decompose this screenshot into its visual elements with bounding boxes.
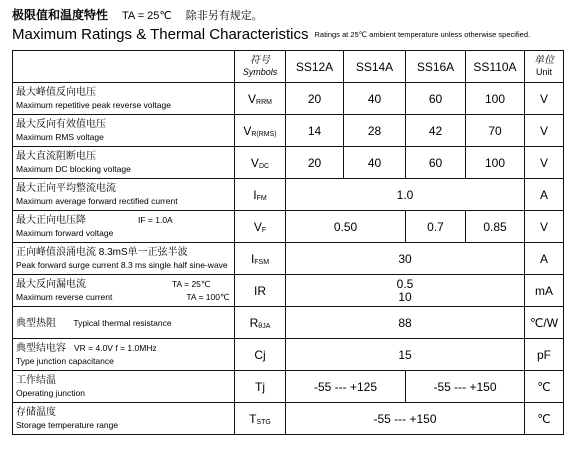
value-line-2: 10 (398, 289, 412, 304)
symbol-cell (235, 147, 286, 179)
unit-cell: V (525, 115, 564, 147)
param-zh: 最大峰值反向电压 (16, 86, 96, 98)
value-cell: 60 (406, 147, 466, 179)
param-en: Maximum repetitive peak reverse voltage (16, 99, 171, 110)
symbol-cell (235, 307, 286, 339)
value-cell: 40 (344, 147, 406, 179)
value-cell-merged: 0.50 (286, 211, 406, 243)
header-ta-condition: TA = 25℃ (122, 10, 172, 22)
param-condition: VR = 4.0V f = 1.0MHz (74, 342, 157, 353)
symbol-main: V (248, 91, 257, 106)
value-cell-merged: 30 (286, 243, 525, 275)
value-cell: 20 (286, 147, 344, 179)
param-cell (13, 403, 235, 435)
param-zh: 最大正向平均整流电流 (16, 182, 116, 194)
value-cell-merged: -55 --- +150 (406, 371, 525, 403)
table-row (13, 243, 564, 275)
param-zh: 典型热阻 (16, 317, 56, 329)
header-symbols (235, 51, 286, 83)
symbol-cell (235, 115, 286, 147)
symbol-cell: Tj (235, 371, 286, 403)
symbol-sub: STG (256, 418, 271, 426)
header-symbols-zh: 符号 (250, 55, 270, 66)
param-zh: 存储温度 (16, 406, 56, 418)
unit-cell: ℃ (525, 371, 564, 403)
symbol-cell: IR (235, 275, 286, 307)
param-en: Storage temperature range (16, 419, 119, 430)
param-zh-text: 最大正向电压降 (16, 214, 86, 226)
value-cell: 100 (466, 147, 525, 179)
title-en: Maximum Ratings & Thermal Characteristics (12, 26, 309, 43)
param-zh (16, 342, 234, 355)
symbol-sub: θJA (258, 322, 271, 330)
symbol-sub: RRM (256, 98, 272, 106)
symbol-main: R (249, 315, 259, 330)
table-row (13, 115, 564, 147)
table-row (13, 371, 564, 403)
value-line-1: 0.5 (396, 276, 414, 291)
value-cell: 100 (466, 83, 525, 115)
header-model-ss16a: SS16A (406, 51, 466, 83)
symbol-main: I (253, 187, 257, 202)
param-en: Maximum forward voltage (16, 227, 114, 238)
table-row (13, 179, 564, 211)
param-condition-2: TA = 100℃ (186, 291, 230, 302)
datasheet-header (12, 8, 560, 45)
unit-cell: A (525, 179, 564, 211)
table-row (13, 307, 564, 339)
value-cell: 40 (344, 83, 406, 115)
header-model-ss14a: SS14A (344, 51, 406, 83)
symbol-sub: DC (258, 162, 270, 170)
table-row (13, 403, 564, 435)
param-cell (13, 339, 235, 371)
symbol-sub: FM (256, 194, 267, 202)
value-cell-merged: 1.0 (286, 179, 525, 211)
symbol-sub: FSM (254, 258, 270, 266)
table-row (13, 83, 564, 115)
symbol-main: V (250, 155, 259, 170)
value-cell: 70 (466, 115, 525, 147)
param-en: Operating junction (16, 387, 85, 398)
param-en-text: Maximum reverse current (16, 291, 113, 302)
unit-cell: ℃ (525, 403, 564, 435)
param-en: Peak forward surge current 8.3 ms single half sine-wave (16, 259, 228, 270)
param-zh-text: 最大反向漏电流 (16, 278, 86, 290)
table-row (13, 147, 564, 179)
value-cell: 14 (286, 115, 344, 147)
param-cell (13, 307, 235, 339)
ratings-table (12, 50, 564, 435)
param-en: Maximum DC blocking voltage (16, 163, 131, 174)
param-cell (13, 83, 235, 115)
header-line-zh (12, 8, 560, 24)
symbol-sub: F (261, 226, 267, 234)
table-header-row (13, 51, 564, 83)
param-en: Maximum RMS voltage (16, 131, 104, 142)
param-zh: 正向峰值浪涌电流 8.3mS单一正弦半波 (16, 246, 188, 258)
value-cell: 0.7 (406, 211, 466, 243)
param-condition: IF = 1.0A (138, 214, 173, 225)
header-param-cell (13, 51, 235, 83)
unit-cell: ℃/W (525, 307, 564, 339)
header-unit (525, 51, 564, 83)
param-zh: 工作结温 (16, 374, 56, 386)
param-cell (13, 179, 235, 211)
symbol-main: T (249, 411, 257, 426)
value-cell-merged: -55 --- +150 (286, 403, 525, 435)
symbol-cell (235, 179, 286, 211)
table-row (13, 339, 564, 371)
param-en: Typical thermal resistance (73, 317, 172, 328)
header-note-zh: 除非另有规定。 (185, 10, 263, 22)
param-cell (13, 147, 235, 179)
value-cell: 20 (286, 83, 344, 115)
unit-cell: mA (525, 275, 564, 307)
param-zh (16, 214, 234, 227)
value-cell-merged: -55 --- +125 (286, 371, 406, 403)
value-cell-merged (286, 275, 525, 307)
header-line-en (12, 25, 560, 45)
param-zh: 最大直流阻断电压 (16, 150, 96, 162)
param-cell (13, 371, 235, 403)
param-en (16, 291, 234, 304)
unit-cell: pF (525, 339, 564, 371)
header-model-ss110a: SS110A (466, 51, 525, 83)
value-cell: 0.85 (466, 211, 525, 243)
symbol-main: I (250, 251, 255, 266)
value-cell: 28 (344, 115, 406, 147)
header-unit-zh: 单位 (534, 55, 554, 66)
table-row (13, 211, 564, 243)
param-cell (13, 275, 235, 307)
unit-cell: A (525, 243, 564, 275)
symbol-cell: Cj (235, 339, 286, 371)
table-row (13, 275, 564, 307)
param-cell (13, 243, 235, 275)
param-en: Maximum average forward rectified current (16, 195, 178, 206)
symbol-cell (235, 211, 286, 243)
unit-cell: V (525, 83, 564, 115)
param-cell (13, 115, 235, 147)
header-model-ss12a: SS12A (286, 51, 344, 83)
param-zh: 最大反向有效值电压 (16, 118, 106, 130)
symbol-cell (235, 403, 286, 435)
param-en: Type junction capacitance (16, 355, 114, 366)
param-zh-text: 典型结电容 (16, 342, 66, 354)
value-cell: 60 (406, 83, 466, 115)
param-cell (13, 211, 235, 243)
symbol-main: V (243, 123, 252, 138)
param-condition-1: TA = 25℃ (172, 278, 211, 289)
header-unit-en: Unit (535, 67, 552, 77)
title-zh: 极限值和温度特性 (12, 8, 109, 22)
unit-cell: V (525, 147, 564, 179)
symbol-sub: R(RMS) (251, 130, 277, 138)
value-cell-merged: 88 (286, 307, 525, 339)
param-zh (16, 278, 234, 291)
symbol-cell (235, 83, 286, 115)
value-cell: 42 (406, 115, 466, 147)
header-symbols-en: Symbols (242, 67, 278, 77)
symbol-main: V (253, 219, 262, 234)
symbol-cell (235, 243, 286, 275)
value-cell-merged: 15 (286, 339, 525, 371)
header-subnote-en: Ratings at 25℃ ambient temperature unless otherwise specified. (314, 30, 531, 39)
unit-cell: V (525, 211, 564, 243)
